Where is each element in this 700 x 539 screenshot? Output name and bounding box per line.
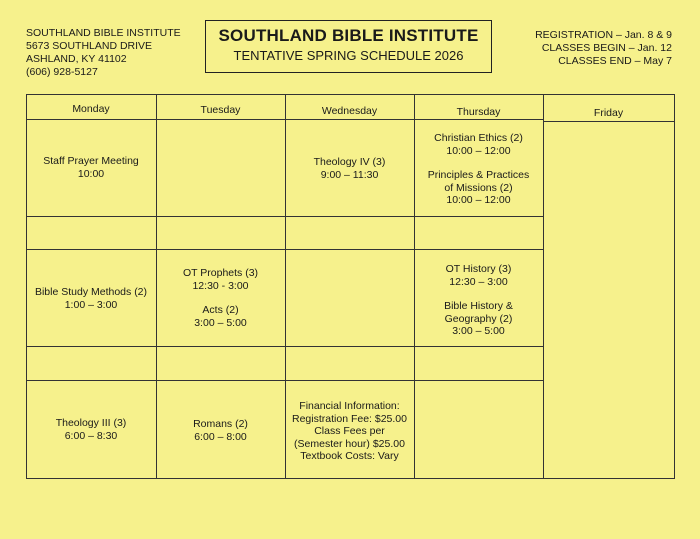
class-name: OT History (3) [445,263,512,275]
classes-end-date: CLASSES END – May 7 [558,55,672,67]
class-bible-study-methods [26,286,156,311]
day-header-tuesday: Tuesday [200,104,241,116]
institute-phone: (606) 928-5127 [26,66,98,78]
registration-date: REGISTRATION – Jan. 8 & 9 [535,29,672,41]
class-time: 6:00 – 8:30 [64,429,118,442]
class-romans [156,418,285,443]
class-fees: (Semester hour) $25.00 [294,437,405,450]
class-time: 9:00 – 11:30 [320,168,379,181]
day-header-monday: Monday [72,103,110,115]
key-dates [535,29,672,68]
class-name: Christian Ethics (2) [434,132,523,144]
class-name: Bible Study Methods (2) [34,286,148,298]
institute-street: 5673 SOUTHLAND DRIVE [26,40,153,52]
grid-line [543,121,674,122]
institute-city: ASHLAND, KY 41102 [26,53,127,65]
class-principles-practices-missions [414,169,543,207]
institute-name: SOUTHLAND BIBLE INSTITUTE [26,27,181,39]
class-name: Theology IV (3) [313,156,386,168]
class-time: 10:00 – 12:00 [446,144,511,157]
class-staff-prayer-meeting [26,155,156,180]
title-box [205,20,492,73]
thursday-morning-classes [414,132,543,207]
day-header-wednesday: Wednesday [321,105,378,117]
class-christian-ethics [414,132,543,157]
class-name: Bible History & [444,300,513,312]
class-acts [156,304,285,329]
class-ot-history [414,263,543,288]
class-name: Geography (2) [444,312,513,325]
grid-line [674,94,675,479]
page-title: SOUTHLAND BIBLE INSTITUTE [218,26,479,45]
class-theology-iii [26,417,156,442]
institute-address [26,27,181,79]
class-time: 12:30 – 3:00 [449,275,508,288]
class-time: 12:30 - 3:00 [192,279,249,292]
thursday-afternoon-classes [414,263,543,338]
grid-line [26,94,674,95]
financial-heading: Financial Information: [299,400,400,412]
class-name: Principles & Practices [427,169,530,181]
textbook-costs: Textbook Costs: Vary [300,450,399,462]
class-name: of Missions (2) [444,181,513,194]
class-name: OT Prophets (3) [182,267,259,279]
tuesday-afternoon-classes [156,267,285,329]
class-time: 6:00 – 8:00 [194,430,247,443]
class-time: 3:00 – 5:00 [194,316,247,329]
page-subtitle: TENTATIVE SPRING SCHEDULE 2026 [233,48,464,63]
class-time: 10:00 [77,167,105,180]
class-bible-history-geography [414,300,543,338]
class-time: 1:00 – 3:00 [64,298,118,311]
class-name: Staff Prayer Meeting [43,155,139,167]
day-header-friday: Friday [593,107,624,119]
grid-line [543,94,544,479]
day-header-thursday: Thursday [456,106,501,118]
class-theology-iv [285,156,414,181]
grid-line [26,478,674,479]
class-ot-prophets [156,267,285,292]
financial-information [285,400,414,463]
class-time: 3:00 – 5:00 [452,325,505,337]
classes-begin-date: CLASSES BEGIN – Jan. 12 [541,42,672,54]
class-time: 10:00 – 12:00 [446,194,511,206]
class-name: Romans (2) [193,418,248,430]
class-name: Acts (2) [202,304,239,316]
registration-fee: Registration Fee: $25.00 [292,412,407,425]
class-name: Theology III (3) [55,417,127,429]
class-fees: Class Fees per [314,425,385,437]
